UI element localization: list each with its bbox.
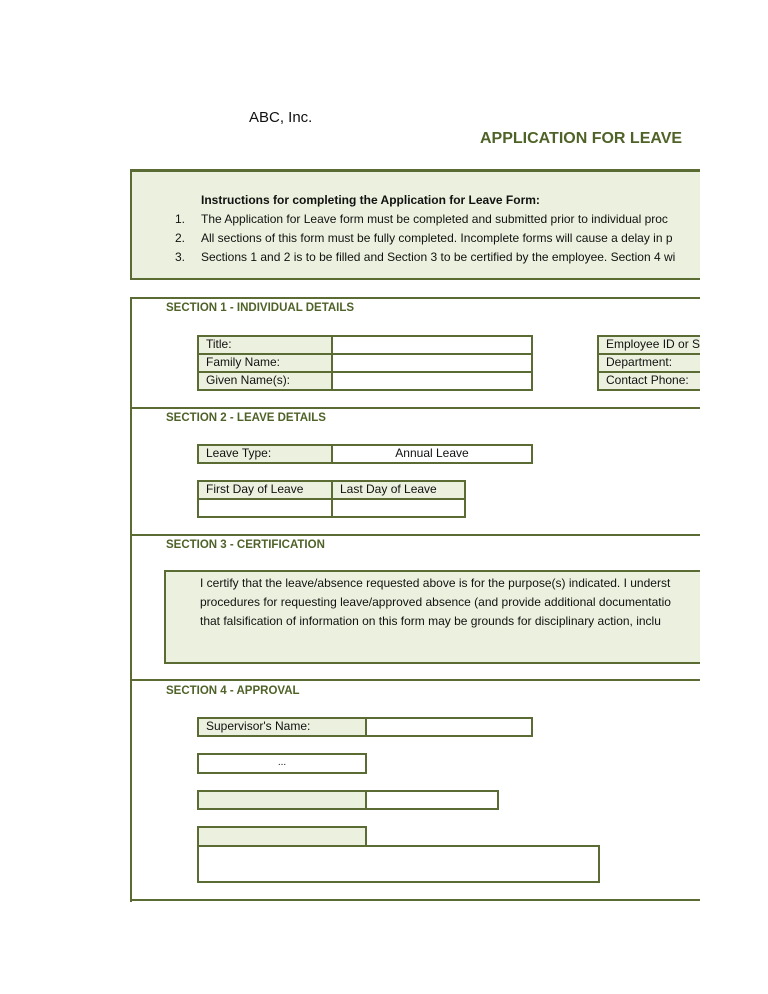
contact-phone-label: Contact Phone: [597,371,700,391]
certification-text: procedures for requesting leave/approved absence (and provide additional documentatio [200,595,671,609]
family-name-label: Family Name: [197,353,333,373]
given-names-input[interactable] [331,371,533,391]
section-2-title: SECTION 2 - LEAVE DETAILS [166,412,326,424]
item-number: 1. [175,212,186,226]
certification-box [164,570,700,664]
title-label: Title: [197,335,333,355]
divider [130,679,700,681]
comments-label [197,826,367,847]
supervisor-name-input[interactable] [365,717,533,737]
last-day-input[interactable] [331,498,466,518]
instruction-item: The Application for Leave form must be completed and submitted prior to individual proc [201,212,668,226]
approval-select[interactable]: ... [197,753,367,774]
divider [130,407,700,409]
instructions-heading: Instructions for completing the Application for Leave Form: [201,193,540,207]
section-4-title: SECTION 4 - APPROVAL [166,685,300,697]
instruction-item: Sections 1 and 2 is to be filled and Section 3 to be certified by the employee. Section 4 wi [201,250,676,264]
company-name: ABC, Inc. [249,109,313,126]
approval-label [197,790,367,810]
given-names-label: Given Name(s): [197,371,333,391]
page-title: APPLICATION FOR LEAVE [480,130,683,147]
family-name-input[interactable] [331,353,533,373]
item-number: 3. [175,250,186,264]
leave-type-label: Leave Type: [197,444,333,464]
section-frame-left [130,297,132,902]
employee-id-label: Employee ID or S [597,335,700,355]
comments-input[interactable] [197,845,600,883]
title-input[interactable] [331,335,533,355]
divider [130,297,700,299]
approval-input[interactable] [365,790,499,810]
divider [130,899,700,901]
divider [130,534,700,536]
certification-text: I certify that the leave/absence requested above is for the purpose(s) indicated. I underst [200,576,671,590]
section-1-title: SECTION 1 - INDIVIDUAL DETAILS [166,302,355,314]
first-day-input[interactable] [197,498,333,518]
supervisor-name-label: Supervisor's Name: [197,717,367,737]
instructions-box [130,169,700,280]
section-3-title: SECTION 3 - CERTIFICATION [166,539,325,551]
instruction-item: All sections of this form must be fully completed. Incomplete forms will cause a delay in p [201,231,673,245]
item-number: 2. [175,231,186,245]
certification-text: that falsification of information on this form may be grounds for disciplinary action, inclu [200,614,661,628]
department-label: Department: [597,353,700,373]
first-day-label: First Day of Leave [197,480,333,500]
leave-type-select[interactable]: Annual Leave [331,444,533,464]
last-day-label: Last Day of Leave [331,480,466,500]
